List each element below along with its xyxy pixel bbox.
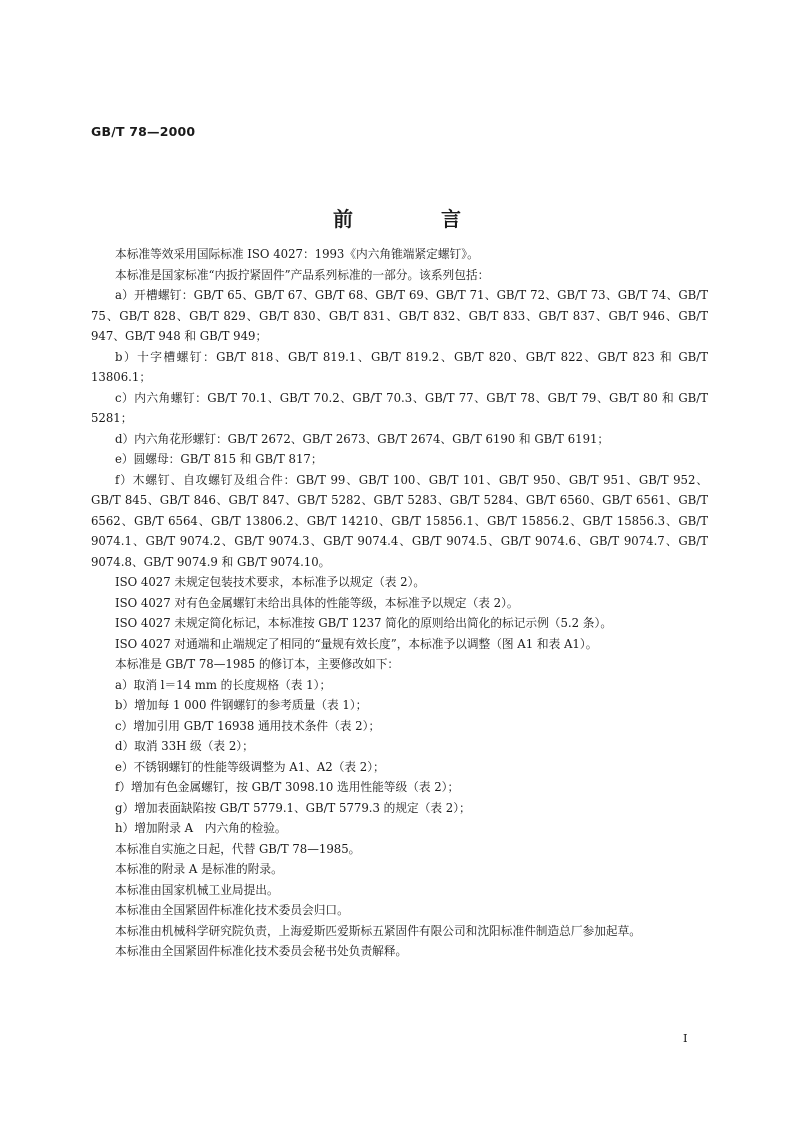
list-item: f）木螺钉、自攻螺钉及组合件：GB/T 99、GB/T 100、GB/T 101、GB/T 950、GB/T 951、GB/T 952、GB/T 845、GB/T 846、GB/T 847、GB/T 5282、GB/T 5283、GB/T 5284、GB/T 6560、GB/T 6561、GB/T 6562、GB/T 6564、GB/T 13806.2、GB/T 14210、GB/T 15856.1、GB/T 15856.2、GB/T 15856.3、GB/T 9074.1、GB/T 9074.2、GB/T 9074.3、GB/T 9074.4、GB/T 9074.5、GB/T 9074.6、GB/T 9074.7、GB/T 9074.8、GB/T 9074.9 和 GB/T 9074.10。 — [91, 472, 708, 569]
list-item: b）十字槽螺钉：GB/T 818、GB/T 819.1、GB/T 819.2、GB/T 820、GB/T 822、GB/T 823 和 GB/T 13806.1； — [91, 349, 708, 384]
paragraph: ISO 4027 未规定简化标记，本标准按 GB/T 1237 简化的原则给出简化的标记示例（5.2 条）。 — [115, 616, 613, 630]
paragraph: 本标准是 GB/T 78—1985 的修订本，主要修改如下： — [115, 657, 400, 671]
list-item: c）增加引用 GB/T 16938 通用技术条件（表 2）； — [115, 718, 381, 733]
list-item: c）内六角螺钉：GB/T 70.1、GB/T 70.2、GB/T 70.3、GB/T 77、GB/T 78、GB/T 79、GB/T 80 和 GB/T 5281； — [91, 390, 708, 425]
paragraph: 本标准是国家标准“内扳拧紧固件”产品系列标准的一部分。该系列包括： — [115, 267, 490, 282]
list-item: e）圆螺母：GB/T 815 和 GB/T 817； — [115, 452, 323, 466]
paragraph: ISO 4027 对通端和止端规定了相同的“量规有效长度”，本标准予以调整（图 A1 和表 A1）。 — [115, 636, 598, 651]
page-number: I — [683, 1031, 688, 1045]
list-item: d）内六角花形螺钉：GB/T 2672、GB/T 2673、GB/T 2674、GB/T 6190 和 GB/T 6191； — [115, 431, 610, 446]
list-item: d）取消 33H 级（表 2）； — [115, 739, 254, 753]
standard-code-header: GB/T 78—2000 — [91, 124, 196, 139]
list-item: h）增加附录 A 内六角的检验。 — [115, 821, 287, 835]
paragraph: 本标准等效采用国际标准 ISO 4027：1993《内六角锥端紧定螺钉》。 — [115, 247, 479, 261]
paragraph: 本标准的附录 A 是标准的附录。 — [115, 862, 283, 876]
paragraph: ISO 4027 未规定包装技术要求，本标准予以规定（表 2）。 — [115, 575, 426, 589]
paragraph: 本标准由全国紧固件标准化技术委员会秘书处负责解释。 — [115, 944, 408, 958]
list-item: b）增加每 1 000 件钢螺钉的参考质量（表 1）； — [115, 698, 368, 712]
paragraph: 本标准自实施之日起，代替 GB/T 78—1985。 — [115, 841, 361, 856]
foreword-body — [91, 244, 708, 962]
list-item: f）增加有色金属螺钉，按 GB/T 3098.10 选用性能等级（表 2）； — [115, 780, 460, 794]
page-title: 前 言 — [333, 207, 495, 231]
list-item: a）取消 l＝14 mm 的长度规格（表 1）； — [115, 677, 332, 692]
list-item: e）不锈钢螺钉的性能等级调整为 A1、A2（表 2）； — [115, 759, 385, 774]
list-item: a）开槽螺钉：GB/T 65、GB/T 67、GB/T 68、GB/T 69、GB/T 71、GB/T 72、GB/T 73、GB/T 74、GB/T 75、GB/T 828、GB/T 829、GB/T 830、GB/T 831、GB/T 832、GB/T 833、GB/T 837、GB/T 946、GB/T 947、GB/T 948 和 GB/T 949； — [91, 288, 708, 343]
paragraph: 本标准由全国紧固件标准化技术委员会归口。 — [115, 903, 349, 917]
paragraph: 本标准由机械科学研究院负责，上海爱斯匹爱斯标五紧固件有限公司和沈阳标准件制造总厂参加起草。 — [115, 923, 641, 938]
paragraph: 本标准由国家机械工业局提出。 — [115, 882, 279, 897]
list-item: g）增加表面缺陷按 GB/T 5779.1、GB/T 5779.3 的规定（表 2）； — [115, 800, 471, 815]
paragraph: ISO 4027 对有色金属螺钉未给出具体的性能等级，本标准予以规定（表 2）。 — [115, 595, 519, 610]
